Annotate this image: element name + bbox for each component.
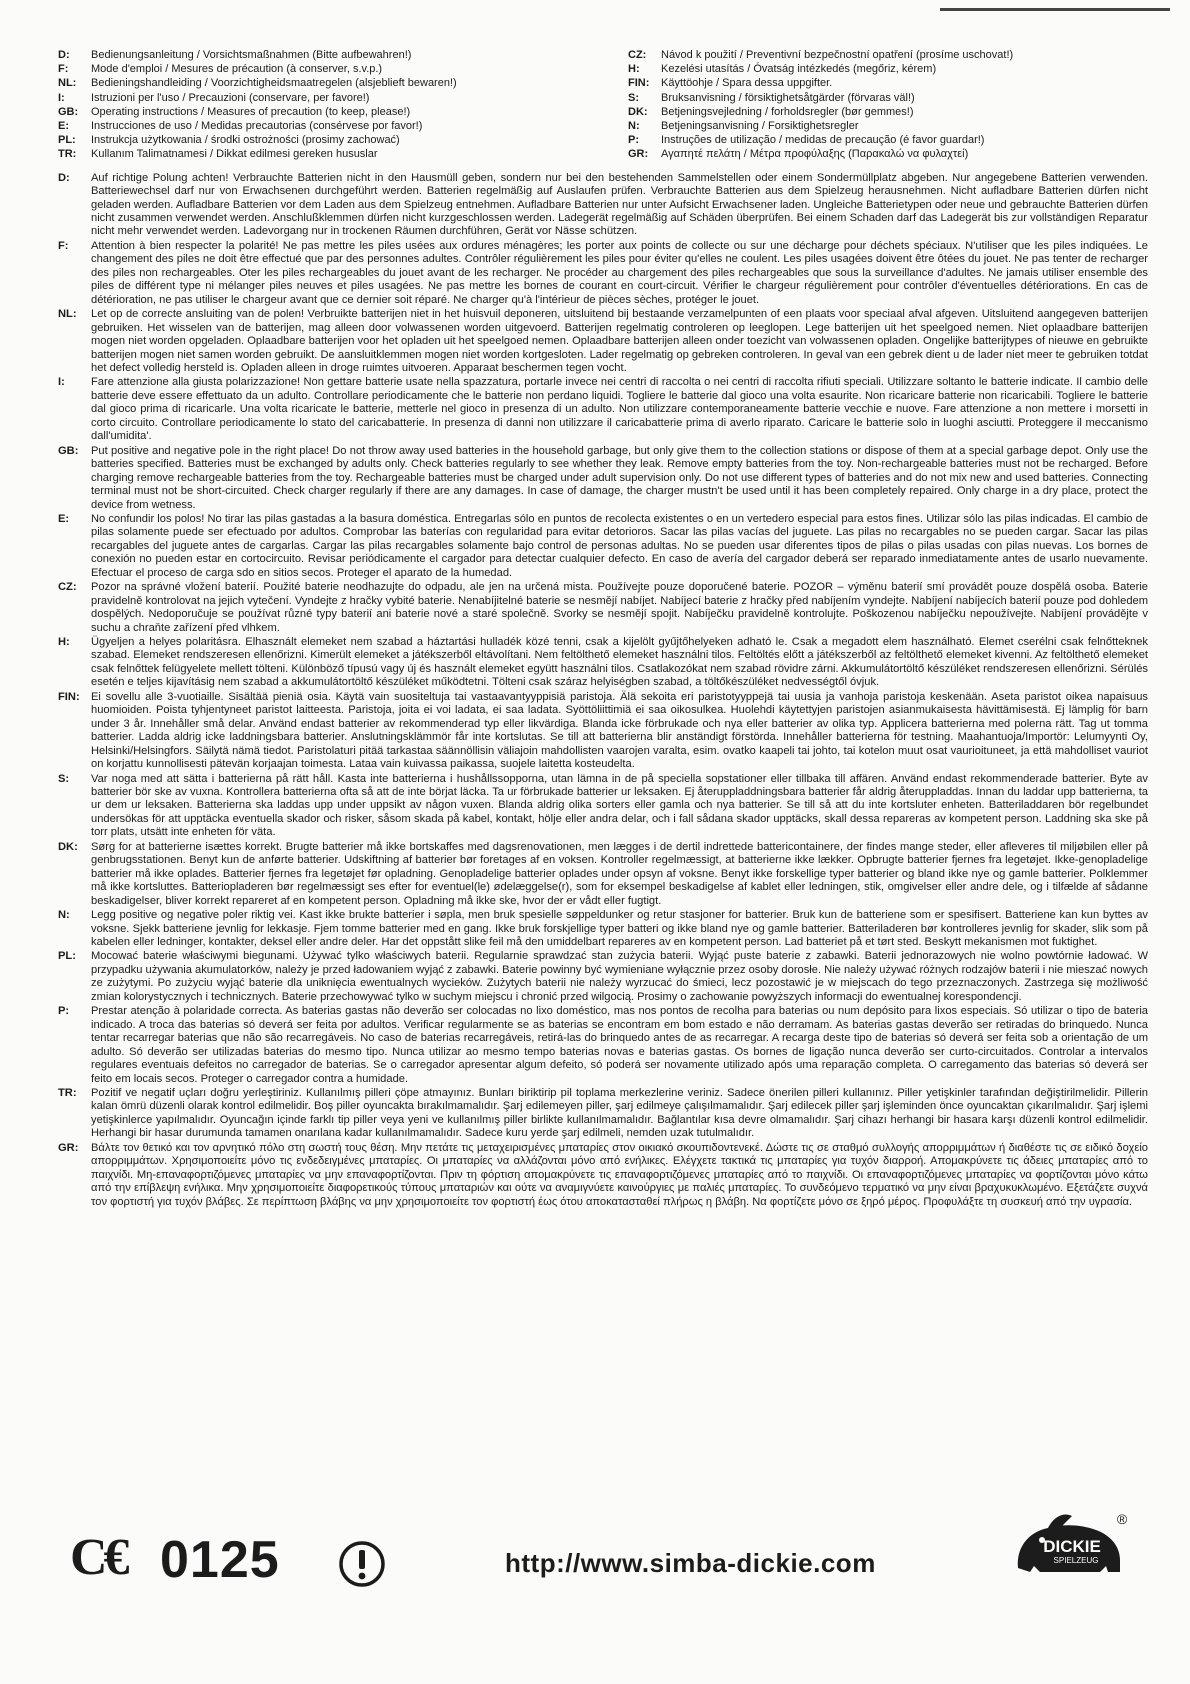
section-body-text: Let op de correcte ansluiting van de polen! Verbruikte batterijen niet in het huisvuil deponeren, uitsluitend bij bestaande verzamelpunten of een plaats voor speciaal afval afgeven. Uitsluitend aangegeven batterijen gebruiken. Het wisselen van de batterijen, mag alleen door volwassenen worden uitgevoerd. Batterijen regelmatig controleren op leeglopen. Lege batterijen uit het speelgoed nemen. Niet oplaadbare batterijen mogen niet worden opgeladen. Oplaadbare batterijen voor het opladen uit het speelgoed nemen. Oplaadbare batterijen alleen onder toezicht van volwassenen opladen. Ongelijke batterijtypes of nieuwe en gebruikte batterijen mogen niet samen worden gebruikt. De aansluitklemmen mogen niet worden kortgesloten. Lader regelmatig op gebreken controleren. In geval van een gebrek dient u de lader niet meer te gebruiken totdat het defect volledig hersteld is. Opladen alleen in droge ruimtes uitvoeren. Apparaat beschermen tegen vocht.: [91, 308, 1148, 374]
language-section: [58, 376, 1148, 443]
language-index-row: [628, 119, 1148, 133]
section-language-code: P:: [58, 1005, 70, 1018]
language-section: [58, 172, 1148, 239]
language-section: [58, 513, 1148, 580]
language-index-row: [58, 133, 613, 147]
language-code: FIN:: [628, 77, 650, 90]
language-code: CZ:: [628, 49, 647, 61]
language-title: Bruksanvisning / försiktighetsåtgärder (förvaras väl!): [661, 91, 915, 104]
section-language-code: S:: [58, 772, 70, 785]
section-body-text: Var noga med att sätta i batterierna på rätt håll. Kasta inte batterierna i hushållssopporna, utan lämna in de på speciella sopstationer eller tillbaka till affären. Använd endast rekommenderade batterier. Byte av batterier bör ske av vuxna. Kontrollera batterierna ofta så att de inte börjat läcka. Ta ur förbrukade batterier ur leksaken. Ej återuppladdningsbara batterier får aldrig återuppladdas. Innan du laddar upp batterierna, ta ur dem ur leksaken. Batterierna ska laddas upp under uppsikt av någon vuxen. Blanda aldrig olika sorters eller gamla och nya batterier. Se till så att du inte kortsluter enheten. Batteriladdaren bör regelbundet undersökas för att upptäcka eventuella skador och risker, såsom skada på kabel, kontakt, hölje eller andra delar, och i fall sådana skador upptäcks, skall dessa repareras av kompetent person. Laddning ska ske på torr plats, utsätt inte enheten för väta.: [91, 772, 1148, 839]
language-code: I:: [58, 91, 65, 104]
language-code: E:: [58, 120, 69, 133]
website-url[interactable]: http://www.simba-dickie.com: [505, 1548, 876, 1578]
language-title: Kezelési utasítás / Óvatság intézkedés (megőriz, kérem): [661, 63, 937, 76]
section-language-code: N:: [58, 909, 70, 922]
section-body-text: Mocować baterie właściwymi biegunami. Używać tylko właściwych baterii. Regularnie sprawdzać stan zużycia baterii. Wyjąć puste baterie z zabawki. Baterii jednorazowych nie wolno powtórnie ładować. W przypadku używania akumulatorków, należy je przed ładowaniem wyjąć z zabawki. Baterie powinny być wymieniane wyłącznie przez osoby dorosłe. Nie należy używać różnych rodzajów baterii i nie mieszać nowych ze zużytymi. Po zużyciu wyjąć baterie dla uniknięcia ewentualnych wycieków. Zużytych baterii nie należy wyrzucać do śmieci, lecz pozostawić je w miejscach do tego przeznaczonych. Zastrzega się możliwość zmian kolorystycznych i technicznych. Baterie przechowywać tylko w suchym miejscu i chronić przed wilgocią. Prosimy o zachowanie powyższych informacji do ewentualnej korespondencji.: [91, 950, 1148, 1003]
language-section: [58, 841, 1148, 908]
registered-mark: ®: [1116, 1511, 1128, 1527]
section-language-code: CZ:: [58, 581, 77, 594]
language-index-row: [628, 76, 1148, 90]
language-index-row: [628, 133, 1148, 147]
language-index-row: [58, 62, 613, 76]
language-section: [58, 1005, 1148, 1086]
section-language-code: H:: [58, 636, 70, 649]
language-code: TR:: [58, 148, 77, 161]
language-code: GR:: [628, 148, 649, 161]
language-index-row: [58, 91, 613, 105]
dickie-spielzeug-logo: [1010, 1508, 1130, 1583]
ce-mark: C€: [70, 1529, 126, 1586]
language-section: [58, 950, 1148, 1004]
language-index: [58, 48, 1148, 162]
section-body-text: Sørg for at batterierne isættes korrekt. Brugte batterier må ikke bortskaffes med dagsrenovationen, men lægges i de dertil indrettede battericontainere, der findes mange steder, eller afleveres til miljøbilen eller på genbrugsstationen. Benyt kun de anførte batterier. Udskiftning af batterier bør foretages af en voksen. Kontroller regelmæssigt, at batterierne ikke lækker. Opbrugte batterier fjernes fra legetøjet. Ikke-genopladelige batterier må ikke oplades. Batterier fjernes fra legetøjet før opladning. Genopladelige batterier oplades under opsyn af voksne. Benyt ikke forskellige typer batterier og bland ikke nye og gamle batterier. Polklemmer må ikke kortsluttes. Batteriopladeren bør regelmæssigt ses efter for eventuel(le) ødelæggelse(r), som for eksempel beskadigelse af kablet eller ledningen, stik, omgivelser eller andre dele, og i tilfælde af sådanne beskadigelser, bliver korrekt repareret af en kompetent person. Opladning må ikke ske, hvor der er vådt eller fugtigt.: [91, 840, 1148, 907]
language-index-row: [58, 119, 613, 133]
language-section: [58, 1142, 1148, 1209]
section-language-code: DK:: [58, 840, 78, 853]
logo-subtext: SPIELZEUG: [1053, 1556, 1099, 1565]
language-index-row: [628, 62, 1148, 76]
language-title: Bedieningshandleiding / Voorzichtigheidsmaatregelen (alsjeblieft bewaren!): [91, 77, 457, 90]
instruction-sheet: [58, 48, 1148, 1210]
language-section: [58, 1087, 1148, 1141]
language-code: D:: [58, 49, 70, 61]
language-title: Käyttöohje / Spara dessa uppgifter.: [661, 77, 833, 90]
section-body-text: Prestar atenção à polaridade correcta. As baterias gastas não deverão ser colocadas no lixo doméstico, mas nos pontos de recolha para baterias ou num depósito para lixos especiais. Só utilizar o tipo de bateria indicado. A troca das baterias só deverá ser feita por adultos. Verificar regularmente se as baterias se encontram em bom estado e não derramam. As baterias gastas deverão ser retiradas do brinquedo. Nunca tentar recarregar baterias que não são recarregáveis. No caso de baterias recarregáveis, retirá-las do brinquedo antes de as recarregar. A recarga deste tipo de baterias só deverá ser feita sob a orientação de um adulto. Só deverão ser utilizadas baterias do mesmo tipo. Nunca utilizar ao mesmo tempo baterias novas e baterias gastas. Os bornes de ligação nunca deverão ser curto-circuitados. Controlar a intervalos regulares eventuais defeitos no carregador de baterias. Se o carregador apresentar algum defeito, só poderá ser novamente utilizado após uma reparação completa. O carregamento das baterias só deverá ser feito em locais secos. Proteger o carregador contra a humidade.: [91, 1005, 1148, 1085]
section-language-code: TR:: [58, 1086, 77, 1099]
language-index-row: [628, 147, 1148, 161]
language-index-left: [58, 48, 613, 162]
language-title: Instruções de utilização / medidas de precaução (é favor guardar!): [661, 134, 985, 147]
language-index-row: [628, 105, 1148, 119]
language-section: [58, 909, 1148, 949]
section-body-text: Auf richtige Polung achten! Verbrauchte Batterien nicht in den Hausmüll geben, sondern nur bei den bestehenden Sammelstellen oder einem Sondermüllplatz abgeben. Nur angegebene Batterien verwenden. Batteriewechsel darf nur von Erwachsenen durchgeführt werden. Batterien regelmäßig auf Auslaufen prüfen. Verbrauchte Batterien aus dem Spielzeug herausnehmen. Nicht aufladbare Batterien dürfen nicht geladen werden. Aufladbare Batterien vor dem Laden aus dem Spielzeug entnehmen. Aufladbare Batterien nur unter Aufsicht Erwachsener laden. Ungleiche Batterietypen oder neue und gebrauchte Batterien dürfen nicht zusammen verwendet werden. Anschlußklemmen dürfen nicht kurzgeschlossen werden. Ladegerät regelmäßig auf Schäden überprüfen. Bei einem Schaden darf das Ladegerät bis zur vollständigen Reparatur nicht mehr verwendet werden. Ladevorgang nur in trockenen Räumen durchführen, Gerät vor Nässe schützen.: [91, 171, 1148, 238]
language-title: Istruzioni per l'uso / Precauzioni (conservare, per favore!): [91, 91, 370, 104]
section-language-code: NL:: [58, 308, 77, 321]
language-code: DK:: [628, 105, 648, 118]
section-language-code: F:: [58, 239, 69, 252]
language-section: [58, 636, 1148, 690]
section-body-text: Pozor na správné vložení baterií. Použité baterie neodhazujte do odpadu, ale jen na určená mista. Používejte pouze doporučené baterie. POZOR – výměnu baterií smí provádět pouze dospělá osoba. Baterie pravidelně kontrolovat na jejich vytečení. Vyndejte z hračky vybité baterie. Nenabíjitelné baterie se nesmějí nabíjet. Nabíjecí baterie z hračky před nabíjením vyndejte. Nabíjení nabíjecích baterií pouze pod dohledem dospělých. Nedoporučuje se používat různé typy baterií ani baterie nové a staré společně. Svorky se nesmějí spojit. Nabíječku pravidelně kontrolujte. Poškozenou nabíječku nepoužívejte. Nabíjení provádějte v suchu a chraňte zařízení před vlhkem.: [91, 581, 1148, 634]
language-section: [58, 691, 1148, 772]
language-code: F:: [58, 63, 69, 76]
section-body-text: Βάλτε τον θετικό και τον αρνητικό πόλο στη σωστή τους θέση. Μην πετάτε τις μεταχειρισμένες μπαταρίες στον οικιακό σκουπιδοντενεκέ. Δώστε τις σε σταθμό συλλογής απορριμμάτων ή διαθέστε τις σε ειδικό δοχείο απορριμμάτων. Χρησιμοποιείτε μόνο τις ενδεδειγμένες μπαταρίες. Οι μπαταρίες να αλλάζονται μόνο από ενήλικες. Ελέγχετε τακτικά τις μπαταρίες για τυχόν διαρροή. Απομακρύνετε τις άδειες μπαταρίες από το παιχνίδι. Μη-επαναφορτιζόμενες μπαταρίες να μην επαναφορτίζονται. Πριν τη φόρτιση απομακρύνετε τις επαναφορτιζόμενες μπαταρίες από το παιχνίδι. Οι επαναφορτιζόμενες μπαταρίες να φορτίζονται μόνο κάτω από την επίβλεψη ενήλικα. Μην χρησιμοποιείτε διαφορετικούς τύπους μπαταριών και ούτε να αναμιγνύετε καινούργιες με παλιές μπαταρίες. Το συνδεόμενο τερματικό να μην είναι βραχυκυκλωμένο. Εξετάζετε συχνά τον φορτιστή για τυχόν βλάβες. Σε περίπτωση βλάβης να μην χρησιμοποιείτε τον φορτιστή έως ότου αποκατασταθεί πλήρως η βλάβη. Να φορτίζετε μόνο σε ξηρό μέρος. Προφυλάξτε τη συσκευή από την υγρασία.: [91, 1141, 1148, 1208]
language-title: Operating instructions / Measures of precaution (to keep, please!): [91, 105, 411, 118]
section-language-code: E:: [58, 512, 70, 525]
top-edge-rule: [940, 8, 1170, 11]
section-body-text: Ei sovellu alle 3-vuotiaille. Sisältää pieniä osia. Käytä vain suositeltuja tai vastaavantyyppisiä paristoja. Älä sekoita eri paristotyyppejä tai uusia ja vanhoja paristoja keskenään. Aseta paristot oikea napaisuus huomioiden. Poista tyhjentyneet paristot laitteesta. Paristoja, joita ei voi ladata, ei saa ladata. Syöttöliittimiä ei saa oikosulkea. Huolehdi käytettyjen paristojen asianmukaisesta hävittämisestä. Ej lämplig för barn under 3 år. Innehåller små delar. Använd endast batterier av rekommenderad typ eller likvärdiga. Blanda icke förbrukade och nya eller batterier av olika typ. Applicera batterierna med polerna rätt. Tag ut tomma batterier. Ladda aldrig icke laddningsbara batterier. Anslutningsklämmör får inte kortslutas. Se till att batterierna blir anständigt förstörda. Innehåller batterierna för testning. Maahantuoja/Importör: Lelumyynti Oy, Helsinki/Helsingfors. Säilytä nämä tiedot. Paristolaturi pitää tarkastaa säännöllisin väliajoin mahdollisten vaarojen varalta, esim. ovatko kaapeli tai johto, tai kotelon muut osat vaurioituneet, ja että mahdolliset vauriot on korjattu kunnollisesti pätevän korjaajan toimesta. Lataa vain kuivassa paikassa, suojele laitetta kosteudelta.: [91, 690, 1148, 771]
language-index-right: [628, 48, 1148, 162]
logo-wordmark: DICKIE: [1043, 1537, 1101, 1556]
language-title: Betjeningsanvisning / Forsiktighetsregler: [661, 120, 859, 133]
section-body-text: Ügyeljen a helyes polaritásra. Elhasznált elemeket nem szabad a háztartási hulladék közé tenni, csak a kijelölt gyűjtőhelyeken adható le. Csak a megadott elem használható. Elemet cserélni csak felnőtteknek szabad. Elemeket rendszeresen ellenőrizni. Kimerült elemeket a játékszerből eltávolítani. Nem feltölthető elemeket használni tilos. Feltöltés előtt a játékszerből az feltölthető elemeket kivenni. Az feltölthető elemeket csak felnőttek felügyelete mellett tölteni. Különböző típusú vagy új és használt elemeket együtt használni tilos. Csatlakozókat nem szabad rövidre zárni. Akkumulátortöltő készüléket rendszeresen ellenőrizni. Sérülés esetén e teljes kijavításig nem szabad a akkumulátortöltő készüléket működtetni. Tölteni csak száraz helyiségben szabad, a töltőkészüléket nedvességtől óvjuk.: [91, 636, 1148, 689]
section-language-code: GR:: [58, 1141, 79, 1154]
language-code: H:: [628, 63, 640, 76]
language-title: Návod k použití / Preventivní bezpečnostní opatření (prosíme uschovat!): [661, 49, 1014, 61]
language-title: Instrucciones de uso / Medidas precautorias (consérvese por favor!): [91, 120, 423, 133]
language-code: NL:: [58, 77, 77, 90]
language-title: Kullanım Talimatnamesi / Dikkat edilmesi gereken hususlar: [91, 148, 378, 161]
section-language-code: D:: [58, 171, 70, 184]
section-body-text: No confundir los polos! No tirar las pilas gastadas a la basura doméstica. Entregarlas sólo en puntos de recolecta existentes o en un vertedero especial para estos fines. Utilizar sólo las pilas indicadas. El cambio de pilas solamente puede ser efectuado por adultos. Comprobar las baterías con regularidad para evitar detorioros. Sacar las pilas vacías del juguete. Las pilas no recargables no se pueden cargar. Sacar las pilas recargables del juguete antes de cargarlas. Cargar las pilas recargables solamente bajo control de personas adultas. No se pueden usar diferentes tipos de pilas o pilas usadas con pilas nuevas. Los bornes de conexión no pueden estar en cortocircuito. Revisar periódicamente el cargador para detectar cualquier defecto. En caso de avería del cargador deberá ser reparado inmediatamente antes de usarlo nuevamente. Efectuar el proceso de carga sdo en sitios secos. Proteger el aparato de la humedad.: [91, 512, 1148, 579]
footer: [0, 1511, 1190, 1638]
language-code: PL:: [58, 134, 76, 147]
language-section: [58, 445, 1148, 512]
section-body-text: Legg positive og negative poler riktig vei. Kast ikke brukte batterier i søpla, men bruk spesielle søppeldunker og retur stasjoner for batterier. Bruk kun de batteriene som er spesifisert. Batteriene kan kun byttes av voksne. Sjekk batteriene jevnlig for lekkasje. Fjem tomme batterier med en gang. Ikke bruk forskjellige typer batteri og ikke bland nye og gamle batterier. Batteriladeren bør kontrolleres jevnlig for skader, slik som på kabelen eller ledninger, kontakter, deksel eller andre deler. Har det oppstått slike feil må den umiddelbart repareres av en kompetent person. Lad batteriet på et tørt sted. Beskytt mekanismen mot fuktighet.: [91, 909, 1148, 948]
language-index-row: [58, 147, 613, 161]
section-language-code: PL:: [58, 950, 76, 963]
language-section: [58, 308, 1148, 375]
language-title: Betjeningsvejledning / forholdsregler (bør gemmes!): [661, 105, 914, 118]
language-index-row: [628, 91, 1148, 105]
language-section: [58, 240, 1148, 307]
section-body-text: Pozitif ve negatif uçları doğru yerleştiriniz. Kullanılmış pilleri çöpe atmayınız. Bunları biriktirip pil toplama merkezlerine veriniz. Sadece önerilen pilleri kullanınız. Piller yetişkinler tarafından değiştirilmelidir. Pillerin kalan ömrü düzenli olarak kontrol edilmelidir. Boş piller oyuncakta bırakılmamalıdır. Şarj edilemeyen piller, şarj edilmeye çalışılmamalıdır. Şarj edilecek piller şarj işleminden önce oyuncaktan çıkarılmalıdır. Şarj işlemi yetişkinlerce yapılmalıdır. Oyuncağın içinde farklı tip piller veya yeni ve kullanılmış piller birlikte kullanılmamalıdır. Bağlantılar kısa devre olmamalıdır. Şarj cihazı herhangi bir hasara karşı düzenli kontrol edilmelidir. Herhangi bir hasar durumunda tamamen onarılana kadar kullanılmamalıdır. Sadece kuru yerde şarj edilmeli, nemden uzak tutulmalıdır.: [91, 1086, 1148, 1140]
section-body-text: Fare attenzione alla giusta polarizzazione! Non gettare batterie usate nella spazzatura, portarle invece nei centri di raccolta o nei centri di raccolta rifiuti speciali. Utilizzare soltanto le batterie indicate. Il cambio delle batterie deve essere effettuato da un adulto. Controllare periodicamente che le batterie non perdano liquidi. Togliere le batterie dal gioco una volta esaurite. Non ricaricare batterie non ricaricabili. Togliere le batterie dal gioco prima di ricaricarle. Una volta ricaricate le batterie, metterle nel gioco in presenza di un adulto. Non utilizzare contemporaneamente batterie vecchie e nuove. Fare attenzione a non mettere i morsetti in corto circuito. Controllare periodicamente lo stato del caricabatterie. In presenza di danni non utilizzare il caricabatterie prima di averlo riparato. Caricare le batterie solo in luoghi asciutti. Proteggere il meccanismo dall'umidita'.: [91, 376, 1148, 443]
language-title: Mode d'emploi / Mesures de précaution (à conserver, s.v.p.): [91, 63, 383, 76]
language-title: Αγαπητέ πελάτη / Μέτρα προφύλαξης (Παρακαλώ να φυλαχτεί): [661, 148, 969, 161]
language-index-row: [58, 105, 613, 119]
section-body-text: Put positive and negative pole in the right place! Do not throw away used batteries in the household garbage, but only give them to the collection stations or dispose of them at a special garbage depot. Only use the batteries specified. Batteries must be exchanged by adults only. Check batteries regularly to see whether they leak. Remove empty batteries from the toy. Non-rechargeable batteries must not be recharged. Before charging remove rechargeable batteries from the toy. Rechargeable batteries must be charged under adult supervision only. Do not use different types of batteries and do not mix new and used batteries. Connecting terminal must not be short-circuited. Check charger regularly if there are any damages. In case of damage, the charger mustn't be used until it has been completely repaired. Only charge in a dry place, protect the device from wetness.: [91, 444, 1148, 511]
section-language-code: FIN:: [58, 690, 80, 703]
section-body-text: Attention à bien respecter la polarité! Ne pas mettre les piles usées aux ordures ménagères; les porter aux points de collecte ou sur une décharge pour déchets spéciaux. N'utiliser que les piles indiquées. Le changement des piles ne doit être effectué que par des personnes adultes. Contrôler régulièrement les piles pour éviter qu'elles ne coulent. Les piles usagées doivent être ôtées du jouet. Ne pas tenter de recharger des piles non rechargeables. Oter les piles rechargeables du jouet avant de les recharger. Ne procéder au chargement des piles rechargeables que sous la surveillance d'adultes. Ne jamais utiliser ensemble des piles de différent type ni mélanger piles neuves et piles usagées. Ne pas mettre les bornes de courant en court-circuit. Vérifier le chargeur régulièrement pour contrôler d'éventuelles détériorations. En cas de détérioration, ne pas utiliser le chargeur avant que ce dernier soit réparé. Ne charger qu'à l'intérieur de pièces sèches, protéger le jouet.: [91, 239, 1148, 306]
battery-safety-sections: [58, 172, 1148, 1209]
language-code: GB:: [58, 105, 79, 118]
language-section: [58, 773, 1148, 840]
section-language-code: GB:: [58, 444, 79, 457]
language-index-row: [58, 76, 613, 90]
language-title: Bedienungsanleitung / Vorsichtsmaßnahmen (Bitte aufbewahren!): [91, 49, 412, 61]
section-language-code: I:: [58, 376, 65, 389]
language-title: Instrukcja użytkowania / środki ostrożności (prosimy zachować): [91, 134, 400, 147]
exclamation-warning-icon: [338, 1540, 386, 1588]
language-index-row: [628, 48, 1148, 62]
language-code: N:: [628, 120, 640, 133]
notified-body-number: 0125: [160, 1531, 280, 1589]
language-code: S:: [628, 91, 639, 104]
language-index-row: [58, 48, 613, 62]
language-code: P:: [628, 134, 639, 147]
language-section: [58, 581, 1148, 635]
